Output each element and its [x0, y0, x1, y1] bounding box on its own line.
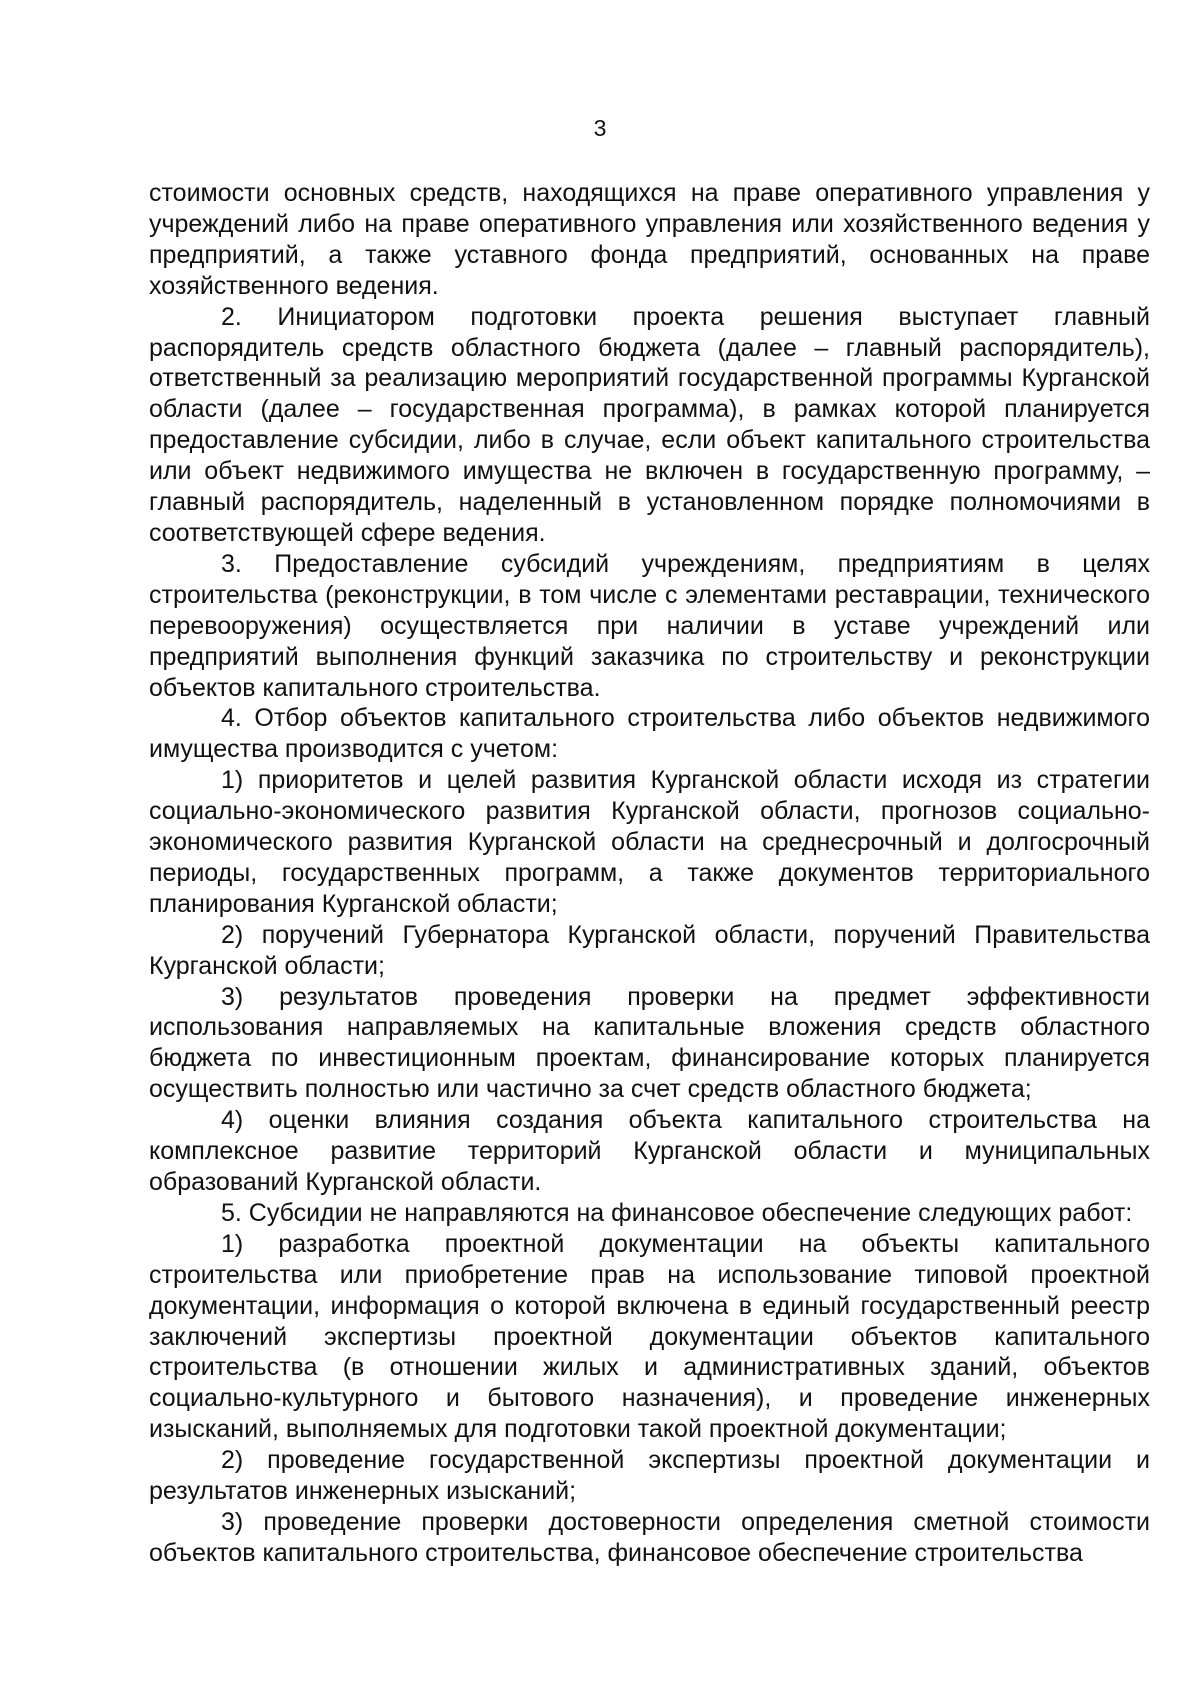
subparagraph-5-2: 2) проведение государственной экспертизы проектной документации и результатов инженерных изысканий;	[149, 1446, 1150, 1506]
subparagraph-5-3: 3) проведение проверки достоверности определения сметной стоимости объектов капитального строительства, финансовое обеспечение строительства	[149, 1507, 1150, 1567]
subparagraph-4-3: 3) результатов проведения проверки на предмет эффективности использования направляемых на капитальные вложения средств областного бюджета по инвестиционным проектам, финансирование которых планируется осуществить полностью или частично за счет средств областного бюджета;	[149, 982, 1150, 1104]
paragraph-item-3: 3. Предоставление субсидий учреждениям, предприятиям в целях строительства (реконструкции, в том числе с элементами реставрации, технического перевооружения) осуществляется при наличии в уставе учреждений или предприятий выполнения функций заказчика по строительству и реконструкции объектов капитального строительства.	[149, 549, 1150, 702]
paragraph-item-5: 5. Субсидии не направляются на финансовое обеспечение следующих работ:	[221, 1198, 1133, 1227]
paragraph-item-2: 2. Инициатором подготовки проекта решения выступает главный распорядитель средств областного бюджета (далее – главный распорядитель), ответственный за реализацию мероприятий государственной программы Курганской области (далее – государственная программа), в рамках которой планируется предоставление субсидии, либо в случае, если объект капитального строительства или объект недвижимого имущества не включен в государственную программу, – главный распорядитель, наделенный в установленном порядке полномочиями в соответствующей сфере ведения.	[149, 302, 1150, 547]
subparagraph-4-2: 2) поручений Губернатора Курганской области, поручений Правительства Курганской области;	[149, 920, 1150, 980]
page-number: 3	[593, 115, 607, 141]
subparagraph-5-1: 1) разработка проектной документации на объекты капитального строительства или приобретение прав на использование типовой проектной документации, информация о которой включена в единый государственный реестр заключений экспертизы проектной документации объектов капитального строительства (в отношении жилых и административных зданий, объектов социально-культурного и бытового назначения), и проведение инженерных изысканий, выполняемых для подготовки такой проектной документации;	[149, 1229, 1150, 1444]
subparagraph-4-1: 1) приоритетов и целей развития Курганской области исходя из стратегии социально-экономического развития Курганской области, прогнозов социально-экономического развития Курганской области на среднесрочный и долгосрочный периоды, государственных программ, а также документов территориального планирования Курганской области;	[149, 766, 1150, 918]
paragraph-continuation: стоимости основных средств, находящихся на праве оперативного управления у учреждений либо на праве оперативного управления или хозяйственного ведения у предприятий, а также уставного фонда предприятий, основанных на праве хозяйственного ведения.	[149, 179, 1150, 300]
paragraph-item-4: 4. Отбор объектов капитального строительства либо объектов недвижимого имущества производится с учетом:	[149, 704, 1150, 764]
subparagraph-4-4: 4) оценки влияния создания объекта капитального строительства на комплексное развитие территорий Курганской области и муниципальных образований Курганской области.	[149, 1106, 1150, 1196]
document-body	[149, 178, 1150, 1569]
